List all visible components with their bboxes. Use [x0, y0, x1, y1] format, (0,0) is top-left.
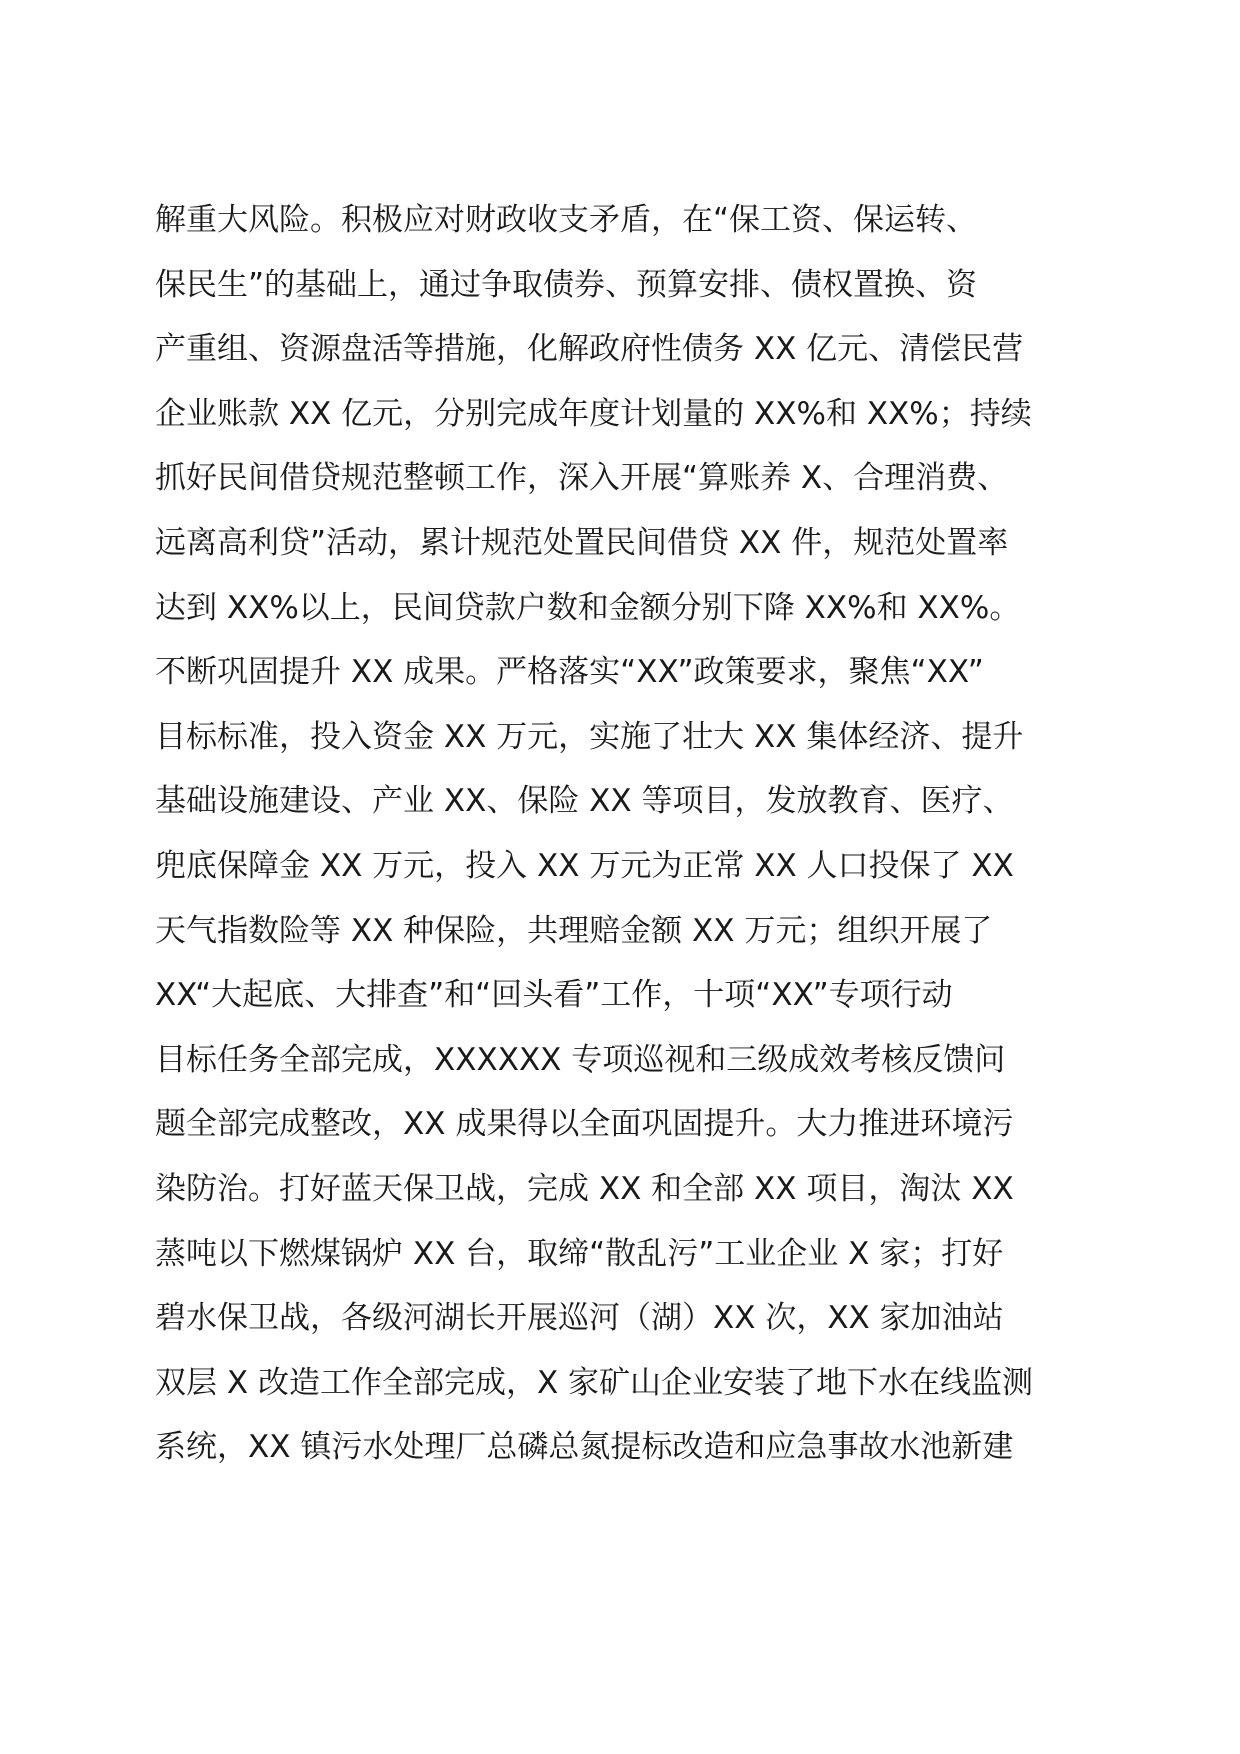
text-line: 保民生”的基础上，通过争取债券、预算安排、债权置换、资	[155, 266, 978, 303]
text-line: 兜底保障金 XX 万元，投入 XX 万元为正常 XX 人口投保了 XX	[155, 847, 1014, 884]
text-line: 蒸吨以下燃煤锅炉 XX 台，取缔“散乱污”工业企业 X 家；打好	[155, 1235, 1004, 1272]
text-line: XX“大起底、大排查”和“回头看”工作，十项“XX”专项行动	[155, 977, 953, 1014]
text-line: 系统，XX 镇污水处理厂总磷总氮提标改造和应急事故水池新建	[155, 1429, 1014, 1466]
text-line: 题全部完成整改，XX 成果得以全面巩固提升。大力推进环境污	[155, 1106, 1014, 1143]
text-line: 碧水保卫战，各级河湖长开展巡河（湖）XX 次，XX 家加油站	[155, 1300, 1004, 1337]
text-line: 目标任务全部完成，XXXXXX 专项巡视和三级成效考核反馈问	[155, 1041, 1006, 1078]
text-line: 不断巩固提升 XX 成果。严格落实“XX”政策要求，聚焦“XX”	[155, 654, 984, 691]
text-line: 解重大风险。积极应对财政收支矛盾，在“保工资、保运转、	[155, 202, 978, 238]
text-line: 产重组、资源盘活等措施，化解政府性债务 XX 亿元、清偿民营	[155, 331, 1024, 368]
text-line: 企业账款 XX 亿元，分别完成年度计划量的 XX%和 XX%；持续	[155, 395, 1032, 432]
text-line: 染防治。打好蓝天保卫战，完成 XX 和全部 XX 项目，淘汰 XX	[155, 1170, 1014, 1207]
text-line: 远离高利贷”活动，累计规范处置民间借贷 XX 件，规范处置率	[155, 524, 1009, 561]
text-line: 基础设施建设、产业 XX、保险 XX 等项目，发放教育、医疗、	[155, 783, 1014, 820]
text-line: 目标标准，投入资金 XX 万元，实施了壮大 XX 集体经济、提升	[155, 718, 1024, 755]
body-text	[155, 188, 1095, 1480]
text-line: 达到 XX%以上，民间贷款户数和金额分别下降 XX%和 XX%。	[155, 589, 1021, 626]
text-line: 抓好民间借贷规范整顿工作，深入开展“算账养 X、合理消费、	[155, 460, 1009, 497]
text-line: 天气指数险等 XX 种保险，共理赔金额 XX 万元；组织开展了	[155, 912, 993, 949]
text-line: 双层 X 改造工作全部完成，X 家矿山企业安装了地下水在线监测	[155, 1364, 1034, 1401]
